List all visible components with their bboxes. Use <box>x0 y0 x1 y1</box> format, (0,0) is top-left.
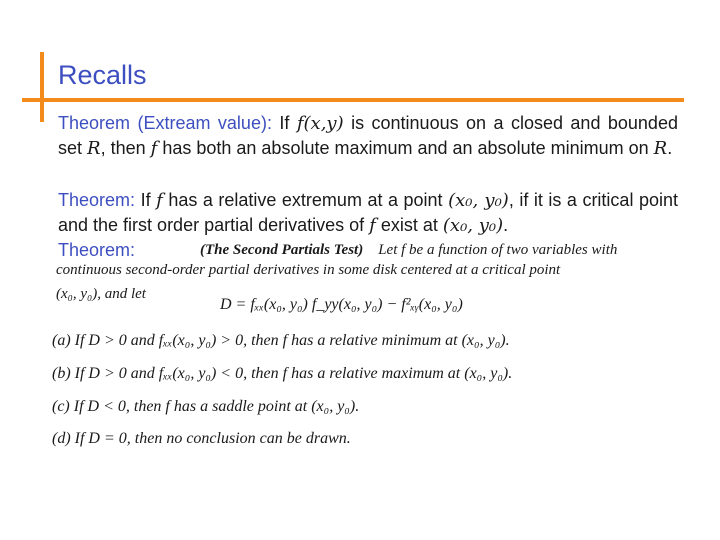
theorem1-text: is continuous on a closed and bounded set <box>58 113 678 158</box>
case-c: (c) If D < 0, then f has a saddle point at (x₀, y₀). <box>52 398 360 415</box>
theorem3-line2: continuous second-order partial derivatives in some disk centered at a critical point <box>56 262 561 278</box>
theorem1-text: has both an absolute maximum and an absolute minimum on <box>162 138 649 158</box>
theorem2-text: If <box>140 190 151 210</box>
case-d: (d) If D = 0, then no conclusion can be drawn. <box>52 430 351 447</box>
theorem1-math: R <box>653 138 668 159</box>
theorem1-math: R <box>87 138 101 159</box>
theorem2-text: . <box>503 215 509 235</box>
accent-horizontal-bar <box>22 98 684 102</box>
case-a: (a) If D > 0 and fₓₓ(x₀, y₀) > 0, then f has a relative minimum at (x₀, y₀). <box>52 332 510 349</box>
theorem3-line1: Let f be a function of two variables with <box>378 242 618 258</box>
second-partials-test-name: (The Second Partials Test) <box>200 242 364 258</box>
theorem2-math: f <box>369 215 376 236</box>
theorem1-text: If <box>279 113 290 133</box>
theorem-extreme-value <box>58 111 678 161</box>
theorem2-math: f <box>156 190 163 211</box>
theorem3-line3: (x₀, y₀), and let <box>56 286 146 302</box>
theorem2-label: Theorem: <box>58 190 136 210</box>
theorem2-math: (x₀, y₀) <box>448 190 509 211</box>
theorem1-label: Theorem (Extream value): <box>58 113 272 133</box>
slide-title: Recalls <box>58 60 147 90</box>
case-b: (b) If D > 0 and fₓₓ(x₀, y₀) < 0, then f has a relative maximum at (x₀, y₀). <box>52 365 513 382</box>
second-partials-test-line <box>200 242 617 259</box>
accent-vertical-bar <box>40 52 44 122</box>
theorem2-text: has a relative extremum at a point <box>168 190 443 210</box>
theorem1-math: f(x,y) <box>296 113 344 134</box>
theorem1-math: f <box>150 138 158 159</box>
theorem1-text: , then <box>100 138 146 158</box>
theorem2-math: (x₀, y₀) <box>442 215 504 236</box>
theorem2-text: , if it is a critical point and the first order partial derivatives of <box>58 190 678 235</box>
theorem-critical-point <box>58 188 678 238</box>
discriminant-formula: D = fₓₓ(x₀, y₀) f_yy(x₀, y₀) − f²ₓᵧ(x₀, y₀) <box>220 296 463 313</box>
theorem3-label: Theorem: <box>58 240 136 260</box>
theorem1-text: . <box>667 138 673 158</box>
theorem2-text: exist at <box>380 215 438 235</box>
